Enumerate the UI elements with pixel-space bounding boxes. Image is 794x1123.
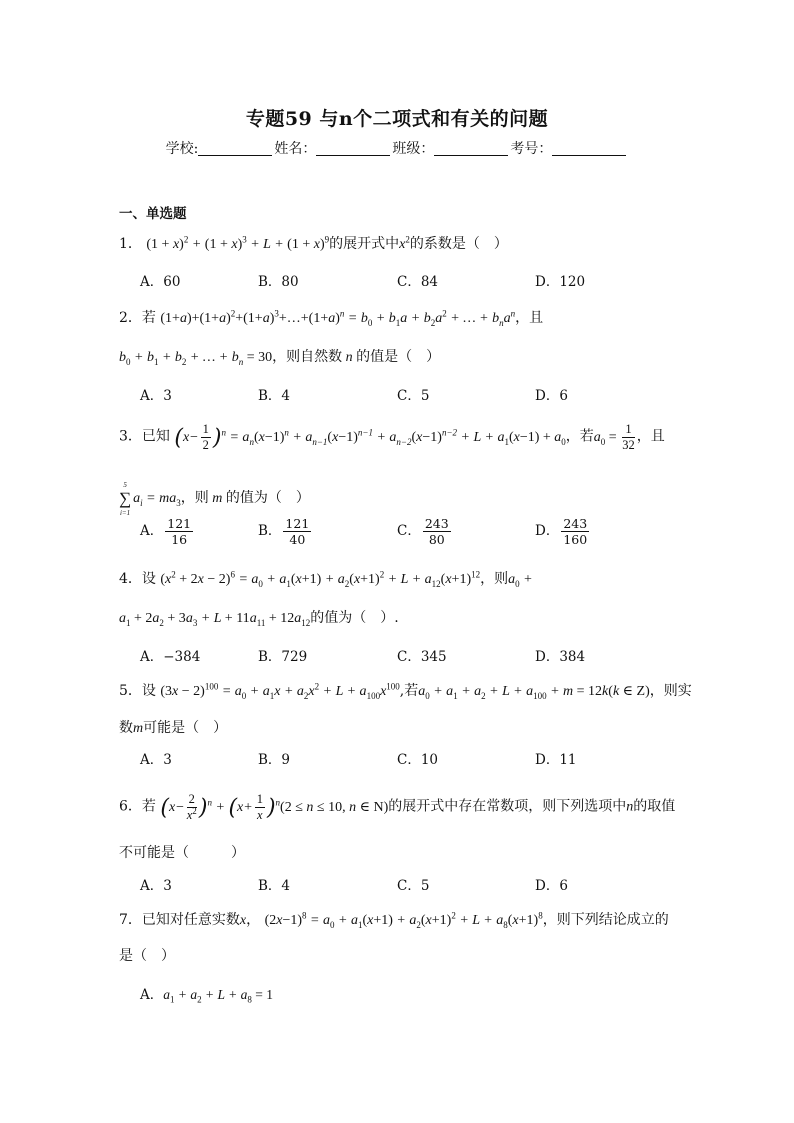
formula: $a_0 + a_1 + a_2 + L + a_{100} + m = 12k(k$ ∈ Z) xyxy=(418,684,650,701)
question-text: ，且 xyxy=(515,310,544,326)
question-6 xyxy=(119,792,675,823)
class-blank[interactable] xyxy=(434,141,508,156)
option-a[interactable]: A．3 xyxy=(140,878,172,894)
question-text: 已知 xyxy=(141,428,170,445)
formula: $(1 + x)^2 + (1 + x)^3 + L + (1 + x)^9$ xyxy=(146,234,330,252)
name-blank[interactable] xyxy=(316,141,390,156)
question-text: 已知对任意实数 xyxy=(141,912,240,928)
question-text: ，则自然数 xyxy=(272,349,343,365)
formula: m xyxy=(208,491,226,507)
formula: $a_1 + a_2 + L + a_8 = 1$ xyxy=(163,987,273,1005)
option-d[interactable]: D． $\frac{243}{160}$ xyxy=(535,516,588,547)
question-number: 7． xyxy=(119,912,142,928)
formula: $(3x - 2)^{100} = a_0 + a_1x + a_2x^2 + L + a_{100}x^{100}$ xyxy=(160,681,400,701)
question-text: 设 xyxy=(141,683,156,699)
question-7-line-2 xyxy=(119,945,175,965)
formula: n xyxy=(626,799,634,815)
question-2-line-2 xyxy=(119,346,440,366)
formula: (x− $\frac{2}{x^2}$ )$^n$ + (x+ $\frac{1}{x}$ )$^n$(2 ≤ n ≤ 10, n ∈ N) xyxy=(160,792,389,822)
question-text: ,若 xyxy=(399,683,419,699)
question-text: 数 xyxy=(119,720,133,736)
question-text: ，则下列结论成立的 xyxy=(542,912,669,928)
option-d[interactable]: D．6 xyxy=(535,388,568,404)
formula: $b_0 + b_1 + b_2$ + … + $b_n = 30$ xyxy=(119,350,273,367)
option-a[interactable]: A．3 xyxy=(140,388,172,404)
question-text: ，则实 xyxy=(649,683,692,699)
school-label: 学校: xyxy=(165,141,199,157)
question-text: ， xyxy=(246,912,261,928)
question-text: 的展开式中 xyxy=(329,236,400,252)
question-text: ，则 xyxy=(480,571,509,587)
option-d[interactable]: D．6 xyxy=(535,878,568,894)
question-5 xyxy=(119,680,692,700)
option-b[interactable]: B． $\frac{121}{40}$ xyxy=(258,516,310,547)
question-text: 可能是（ ） xyxy=(143,720,228,736)
question-text: ，且 xyxy=(636,428,665,445)
question-number: 4． xyxy=(119,571,142,587)
class-label: 班级： xyxy=(392,141,435,157)
option-a[interactable]: A．−384 xyxy=(140,649,201,665)
option-a[interactable]: A．3 xyxy=(140,752,172,768)
school-blank[interactable] xyxy=(198,141,272,156)
question-5-line-2 xyxy=(119,717,227,737)
question-text: 的系数是（ ） xyxy=(409,236,508,252)
question-text: 的取值 xyxy=(633,798,676,815)
option-d[interactable]: D．11 xyxy=(535,752,577,768)
option-a[interactable]: A． $\frac{121}{16}$ xyxy=(140,516,192,547)
option-c[interactable]: C． $\frac{243}{80}$ xyxy=(397,516,449,547)
formula: x xyxy=(239,913,247,928)
formula: $(1+a)+(1+a)^2+(1+a)^3+\dots+(1+a)^n = b_0 + b_1a + b_2a^2$ + … + $b_na^n$ xyxy=(160,308,516,328)
formula: $(2x-1)^8 = a_0 + a_1(x+1) + a_2(x+1)^2 + L + a_8(x+1)^8$ xyxy=(264,910,543,930)
question-text: 的值为（ ）. xyxy=(310,610,399,626)
question-number: 3． xyxy=(119,428,142,445)
option-b[interactable]: B．80 xyxy=(258,274,299,290)
question-3 xyxy=(119,422,665,453)
option-c[interactable]: C．345 xyxy=(397,649,447,665)
option-a[interactable]: A．60 xyxy=(140,274,181,290)
question-text: 的值是（ ） xyxy=(356,349,441,365)
option-c[interactable]: C．84 xyxy=(397,274,439,290)
option-b[interactable]: B．4 xyxy=(258,388,291,404)
option-c[interactable]: C．5 xyxy=(397,388,430,404)
option-c[interactable]: C．10 xyxy=(397,752,439,768)
formula: m xyxy=(133,721,144,736)
question-text: 若 xyxy=(141,798,156,815)
question-1 xyxy=(119,233,508,253)
question-text: 若 xyxy=(141,310,156,326)
question-text: ，则 xyxy=(180,490,209,507)
question-4-line-2 xyxy=(119,607,399,627)
question-text: 的展开式中存在常数项，则下列选项中 xyxy=(388,798,627,815)
number-blank[interactable] xyxy=(552,141,626,156)
option-b[interactable]: B．729 xyxy=(258,649,308,665)
question-text: 设 xyxy=(141,571,156,587)
formula: $a_1 + 2a_2 + 3a_3 + L + 11a_{11} + 12a_{12}$ xyxy=(119,611,311,628)
option-a[interactable]: A．$a_1 + a_2 + L + a_8 = 1$ xyxy=(140,987,273,1005)
formula: $a_0$ = $\frac{1}{32}$ xyxy=(593,422,635,452)
question-number: 5． xyxy=(119,683,142,699)
option-c[interactable]: C．5 xyxy=(397,878,430,894)
formula: $(x^2 + 2x - 2)^6 = a_0 + a_1(x+1) + a_2(x+1)^2 + L + a_{12}(x+1)^{12}$ xyxy=(160,569,481,589)
page-title: 专题59 与n个二项式和有关的问题 xyxy=(245,108,549,130)
question-4 xyxy=(119,568,533,588)
name-label: 姓名： xyxy=(274,141,317,157)
formula: n xyxy=(342,350,357,365)
section-heading: 一、单选题 xyxy=(119,206,187,222)
question-text: 的值为（ ） xyxy=(225,490,310,507)
option-d[interactable]: D．120 xyxy=(535,274,586,290)
question-2 xyxy=(119,307,543,327)
question-text: 是（ ） xyxy=(119,948,175,964)
question-number: 6． xyxy=(119,798,142,815)
option-d[interactable]: D．384 xyxy=(535,649,586,665)
question-6-line-2 xyxy=(119,842,245,862)
option-b[interactable]: B．9 xyxy=(258,752,291,768)
question-7 xyxy=(119,909,669,929)
question-number: 2． xyxy=(119,310,142,326)
formula: $x^2$ xyxy=(399,234,410,252)
question-text: ，若 xyxy=(565,428,594,445)
number-label: 考号： xyxy=(510,141,553,157)
question-3-line-2 xyxy=(119,480,310,518)
student-info-line xyxy=(0,138,794,158)
formula: (x− $\frac{1}{2}$ )$^n = a_n(x-1)^n + a_{n-1}(x-1)^{n-1} + a_{n-2}(x-1)^{n-2} + L + a_1(x-1) + a_0$ xyxy=(174,422,566,452)
formula: 5 ∑ i=1 $a_i = ma_3$ xyxy=(119,481,181,517)
question-text: 不可能是（ ） xyxy=(119,845,245,861)
formula: $a_0$ + xyxy=(508,572,533,589)
question-number: 1． xyxy=(119,236,142,252)
option-b[interactable]: B．4 xyxy=(258,878,291,894)
